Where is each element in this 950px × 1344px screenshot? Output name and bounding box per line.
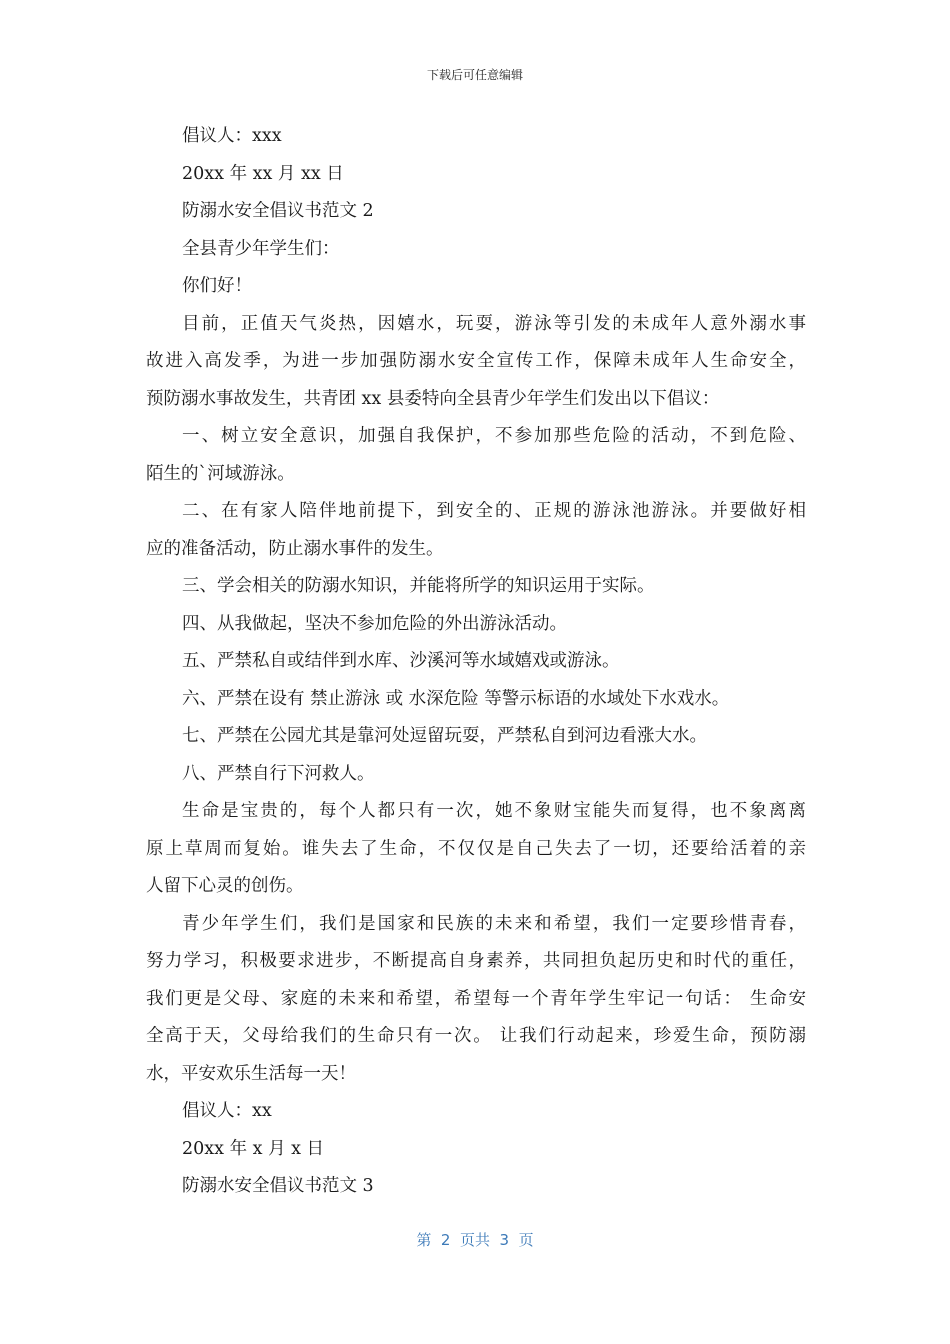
list-item-3: 三、学会相关的防溺水知识，并能将所学的知识运用于实际。	[182, 576, 655, 596]
page-number: 第 2 页共 3 页	[416, 1231, 534, 1249]
list-item-4: 四、从我做起，坚决不参加危险的外出游泳活动。	[182, 613, 567, 634]
paragraph-line: 故进入高发季，为进一步加强防溺水安全宣传工作，保障未成年人生命安全，	[146, 351, 806, 371]
list-item-8: 八、严禁自行下河救人。	[182, 763, 375, 784]
list-item-1-cont: 陌生的`河域游泳。	[146, 463, 295, 484]
greeting: 你们好！	[182, 276, 252, 296]
signature-line: 倡议人：xxx	[182, 126, 282, 146]
paragraph-line: 全高于天，父母给我们的生命只有一次。 让我们行动起来，珍爱生命，预防溺	[146, 1026, 806, 1046]
list-item-5: 五、严禁私自或结伴到水库、沙溪河等水域嬉戏或游泳。	[182, 651, 620, 671]
paragraph-line: 青少年学生们，我们是国家和民族的未来和希望，我们一定要珍惜青春，	[182, 913, 806, 934]
paragraph-line: 努力学习，积极要求进步，不断提高自身素养，共同担负起历史和时代的重任，	[146, 951, 806, 971]
salutation: 全县青少年学生们：	[182, 238, 340, 259]
paragraph-line: 我们更是父母、家庭的未来和希望，希望每一个青年学生牢记一句话： 生命安	[146, 988, 806, 1009]
section-title: 防溺水安全倡议书范文 3	[182, 1176, 374, 1196]
paragraph-line: 人留下心灵的创伤。	[146, 876, 304, 896]
list-item-2: 二、在有家人陪伴地前提下，到安全的、正规的游泳池游泳。并要做好相	[182, 501, 806, 521]
list-item-2-cont: 应的准备活动，防止溺水事件的发生。	[146, 538, 444, 559]
paragraph-line: 预防溺水事故发生，共青团 xx 县委特向全县青少年学生们发出以下倡议：	[146, 388, 720, 409]
document-body	[146, 118, 806, 1206]
list-item-7: 七、严禁在公园尤其是靠河处逗留玩耍，严禁私自到河边看涨大水。	[182, 726, 707, 746]
list-item-6: 六、严禁在设有 禁止游泳 或 水深危险 等警示标语的水域处下水戏水。	[182, 688, 730, 709]
date-line: 20xx 年 x 月 x 日	[182, 1138, 325, 1159]
page-header: 下载后可任意编辑	[426, 68, 523, 82]
paragraph-line: 原上草周而复始。谁失去了生命，不仅仅是自己失去了一切，还要给活着的亲	[146, 838, 806, 859]
signature-line: 倡议人：xx	[182, 1101, 272, 1121]
section-title: 防溺水安全倡议书范文 2	[182, 201, 374, 221]
paragraph-line: 水，平安欢乐生活每一天！	[146, 1063, 356, 1084]
paragraph-line: 生命是宝贵的，每个人都只有一次，她不象财宝能失而复得，也不象离离	[182, 801, 806, 821]
paragraph-line: 目前，正值天气炎热，因嬉水，玩耍，游泳等引发的未成年人意外溺水事	[182, 313, 806, 334]
date-line: 20xx 年 xx 月 xx 日	[182, 163, 344, 184]
list-item-1: 一、树立安全意识，加强自我保护，不参加那些危险的活动，不到危险、	[182, 426, 806, 446]
